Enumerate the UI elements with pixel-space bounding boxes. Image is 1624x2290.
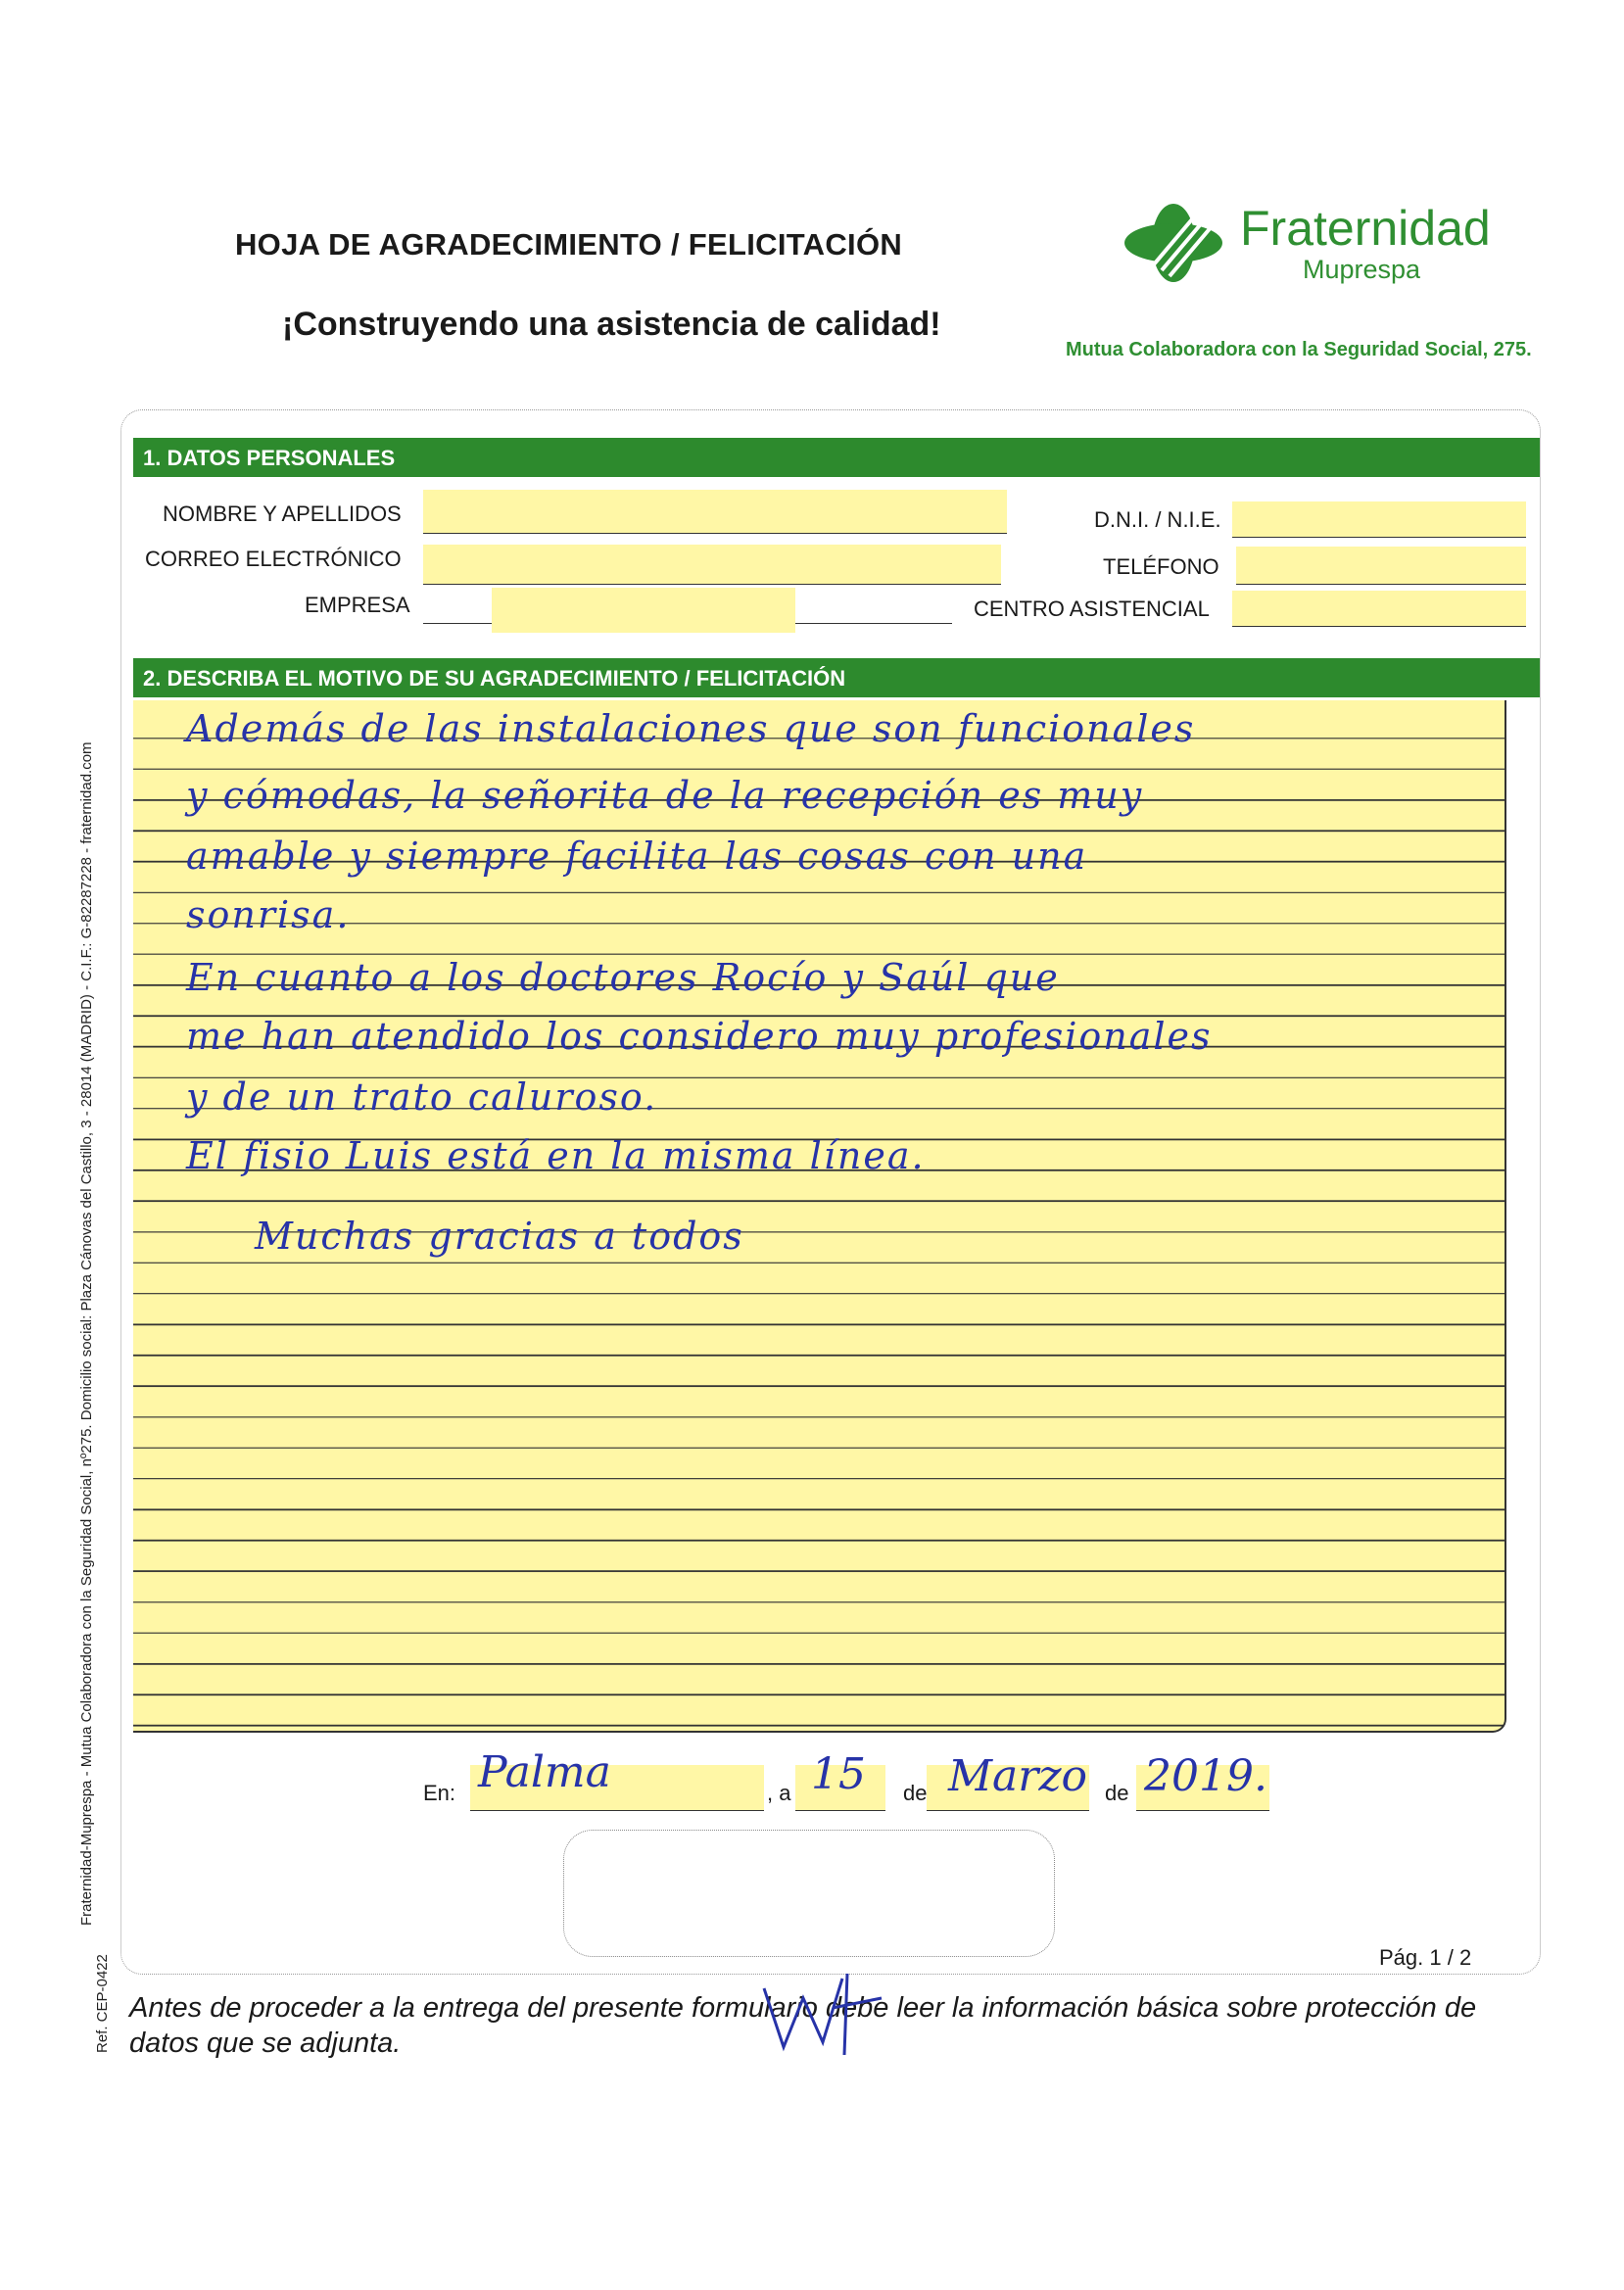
stamp-box[interactable] xyxy=(563,1830,1055,1957)
name-label: NOMBRE Y APELLIDOS xyxy=(163,501,402,526)
handwritten-line-7: y de un trato caluroso. xyxy=(186,1075,658,1119)
email-label: CORREO ELECTRÓNICO xyxy=(145,547,402,571)
handwritten-line-9: Muchas gracias a todos xyxy=(255,1215,744,1258)
brand-tagline: Mutua Colaboradora con la Seguridad Social, 275. xyxy=(1066,339,1532,360)
form-title: HOJA DE AGRADECIMIENTO / FELICITACIÓN xyxy=(235,227,903,262)
company-label: EMPRESA xyxy=(305,593,410,617)
data-protection-notice: Antes de proceder a la entrega del presente formulario debe leer la información básica sobre protección de datos que se adjunta. xyxy=(129,1992,1477,2059)
legal-side-text: Fraternidad-Muprespa - Mutua Colaboradora con la Seguridad Social, nº275. Domicilio social: Plaza Cánovas del Castillo, 3 - 28014 (MADRID) - C.I.F.: G-82287228 - fraternidad.com xyxy=(78,741,95,1926)
reference-code: Ref. CEP-0422 xyxy=(94,1954,111,2053)
year-value: 2019. xyxy=(1144,1751,1267,1801)
handwritten-line-4: sonrisa. xyxy=(186,893,351,936)
handwritten-line-2: y cómodas, la señorita de la recepción es muy xyxy=(186,774,1144,817)
month-prefix-label: de xyxy=(903,1781,928,1805)
handwritten-line-1: Además de las instalaciones que son funcionales xyxy=(186,707,1196,750)
dni-field[interactable] xyxy=(1232,501,1526,538)
section-reason-header: 2. DESCRIBA EL MOTIVO DE SU AGRADECIMIENTO / FELICITACIÓN xyxy=(133,658,1540,697)
center-field[interactable] xyxy=(1232,591,1526,627)
day-label: , a xyxy=(767,1781,791,1805)
month-value: Marzo xyxy=(948,1751,1087,1801)
handwritten-line-3: amable y siempre facilita las cosas con una xyxy=(186,835,1088,878)
handwritten-line-8: El fisio Luis está en la misma línea. xyxy=(186,1134,926,1177)
company-field[interactable] xyxy=(423,588,952,624)
name-field[interactable] xyxy=(423,490,1007,534)
email-field[interactable] xyxy=(423,545,1001,585)
place-label: En: xyxy=(423,1781,456,1805)
fraternidad-logo-icon xyxy=(1115,196,1232,290)
day-value: 15 xyxy=(811,1749,866,1799)
handwritten-line-6: me han atendido los considero muy profesionales xyxy=(186,1015,1213,1058)
brand-subname: Muprespa xyxy=(1303,255,1421,284)
center-label: CENTRO ASISTENCIAL xyxy=(974,596,1210,621)
phone-field[interactable] xyxy=(1236,547,1526,585)
dni-label: D.N.I. / N.I.E. xyxy=(1094,507,1221,532)
form-subtitle: ¡Construyendo una asistencia de calidad! xyxy=(282,306,941,343)
brand-name: Fraternidad xyxy=(1240,201,1491,256)
phone-label: TELÉFONO xyxy=(1103,554,1219,579)
signature-icon xyxy=(754,1969,901,2057)
page-number: Pág. 1 / 2 xyxy=(1379,1945,1472,1970)
year-prefix-label: de xyxy=(1105,1781,1129,1805)
section-personal-data-header: 1. DATOS PERSONALES xyxy=(133,438,1540,477)
handwritten-line-5: En cuanto a los doctores Rocío y Saúl que xyxy=(186,956,1060,999)
place-value: Palma xyxy=(478,1747,611,1797)
